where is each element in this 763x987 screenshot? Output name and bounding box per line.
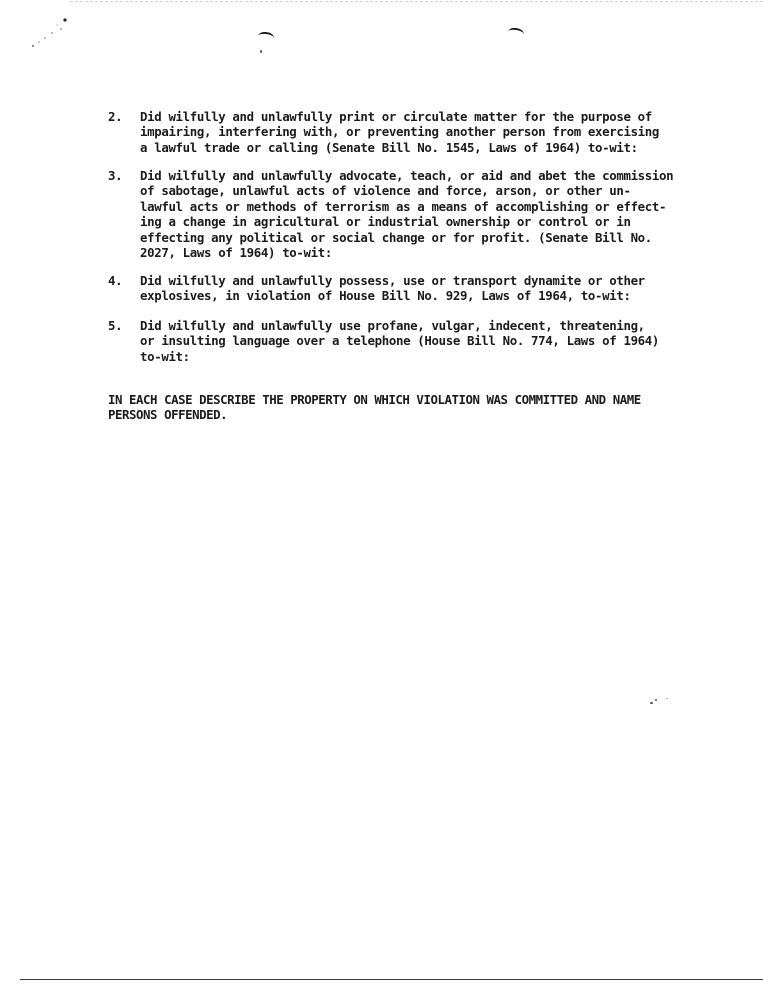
scan-speck: [260, 50, 262, 53]
item-number: 2.: [108, 109, 123, 124]
scan-noise-dots: [28, 16, 72, 56]
hole-punch-mark: [257, 31, 274, 43]
scan-speck: [650, 702, 653, 704]
scan-speck: [655, 699, 657, 701]
item-number: 5.: [108, 318, 123, 333]
item-text: Did wilfully and unlawfully use profane, vulgar, indecent, threatening, or insulting language over a telephone (House Bill No. 774, Laws of 1964) to-wit:: [140, 318, 660, 364]
list-item: [108, 168, 728, 260]
item-number: 3.: [108, 168, 123, 183]
hole-punch-mark: [507, 27, 524, 40]
closing-instruction: IN EACH CASE DESCRIBE THE PROPERTY ON WHICH VIOLATION WAS COMMITTED AND NAME PERSONS OFFENDED.: [108, 392, 641, 423]
item-text: Did wilfully and unlawfully possess, use or transport dynamite or other explosives, in violation of House Bill No. 929, Laws of 1964, to-wit:: [140, 273, 645, 304]
scan-edge-bottom: [20, 979, 763, 980]
item-text: Did wilfully and unlawfully advocate, teach, or aid and abet the commission of sabotage, unlawful acts of violence and force, arson, or other un- lawful acts or methods of terrorism as a means of accomplishing or effect- ing a change in agricultural or industrial ownership or control or in effecting any political or social change or for profit. (Senate Bill No. 2027, Laws of 1964) to-wit:: [140, 168, 674, 261]
scan-edge-top: [70, 1, 763, 2]
item-number: 4.: [108, 273, 123, 288]
item-text: Did wilfully and unlawfully print or circulate matter for the purpose of impairing, interfering with, or preventing another person from exercising a lawful trade or calling (Senate Bill No. 1545, Laws of 1964) to-wit:: [140, 109, 660, 155]
scan-speck: [666, 698, 668, 699]
list-item: [108, 109, 728, 155]
list-item: [108, 273, 728, 304]
list-item: [108, 318, 728, 364]
